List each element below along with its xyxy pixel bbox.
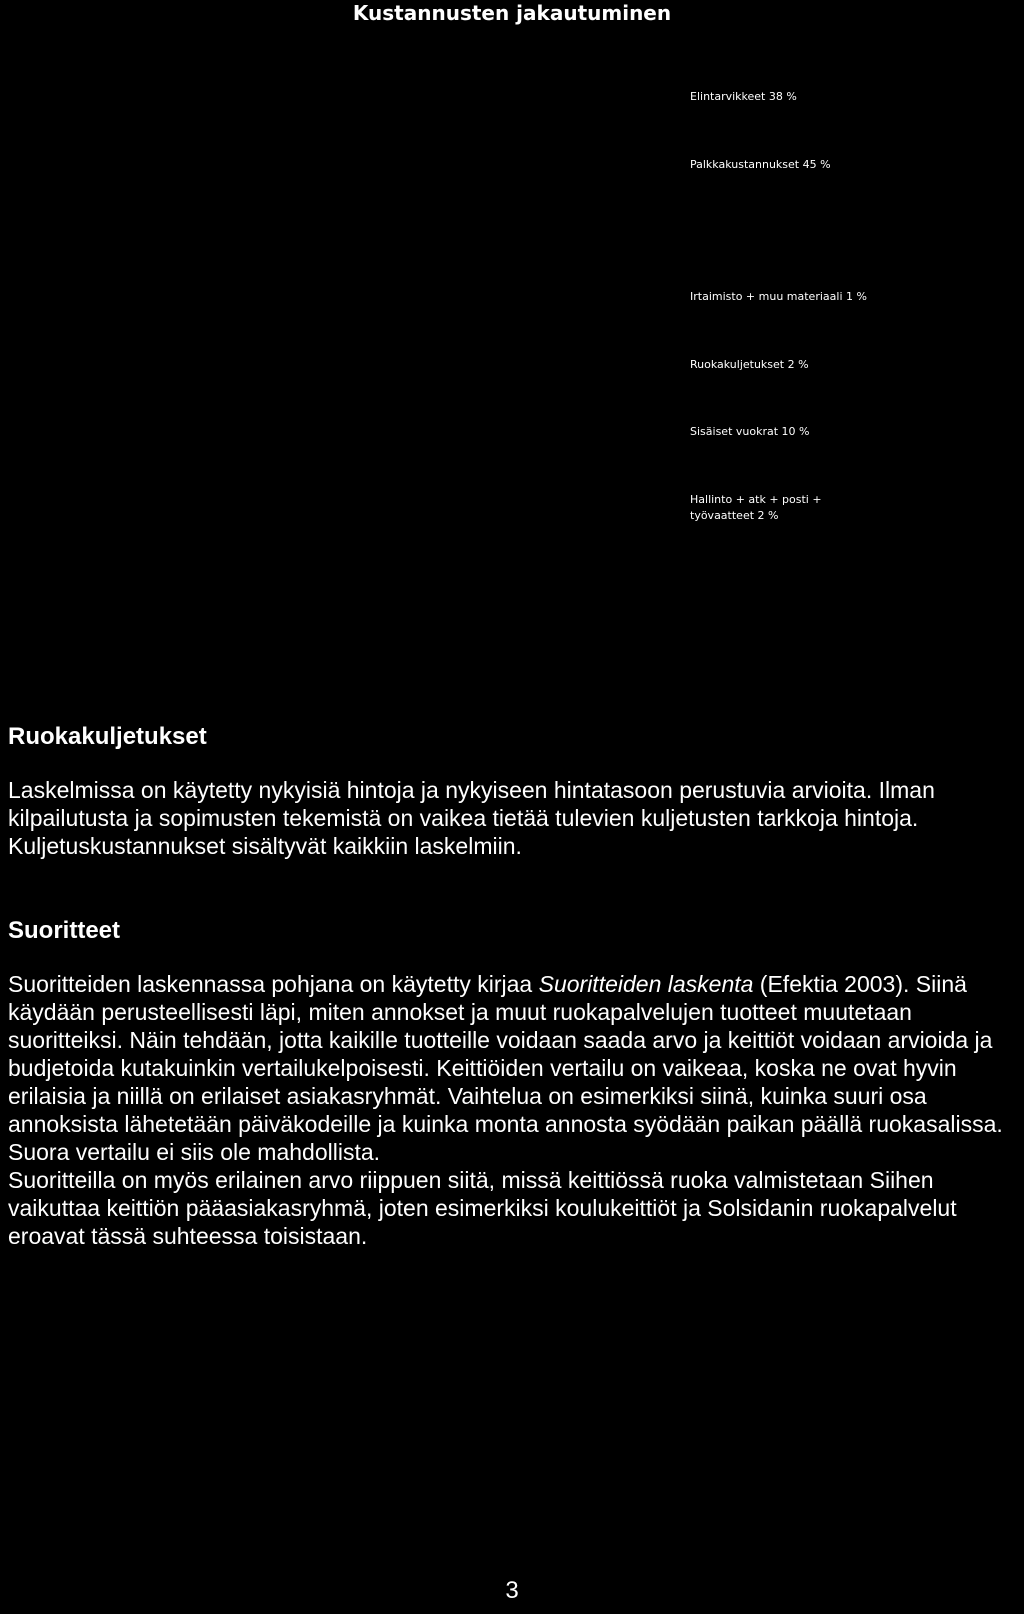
document-body — [8, 722, 1018, 1250]
section-heading-ruokakuljetukset: Ruokakuljetukset — [8, 723, 207, 750]
page-number: 3 — [505, 1577, 519, 1604]
chart-title: Kustannusten jakautuminen — [352, 1, 672, 25]
chart-legend — [690, 0, 1010, 560]
paragraph-text: (Efektia 2003). Siinä käydään perusteellisesti läpi, miten annokset ja muut ruokapalvelujen tuotteet muutetaan suoritteiksi. Näin tehdään, jotta kaikille tuotteille voidaan saada arvo ja keittiöt voidaan arvioida ja budjetoida kutakuinkin vertailukelpoisesti. Keittiöiden vertailu on vaikeaa, koska ne ovat hyvin erilaisia ja niillä on erilaiset asiakasryhmät. Vaihtelua on esimerkiksi siinä, kuinka suuri osa annoksista lähetetään päiväkodeille ja kuinka monta annosta syödään paikan päällä ruokasalissa. Suora vertailu ei siis ole mahdollista. — [8, 971, 1003, 1165]
paragraph-ruokakuljetukset: Laskelmissa on käytetty nykyisiä hintoja ja nykyiseen hintatasoon perustuvia arvioita. Ilman kilpailutusta ja sopimusten tekemistä on vaikea tietää tulevien kuljetusten tarkkoja hintoja. Kuljetuskustannukset sisältyvät kaikkiin laskelmiin. — [8, 777, 935, 859]
legend-item-hallinto: Hallinto + atk + posti + työvaatteet 2 % — [690, 493, 822, 522]
section-heading-suoritteet: Suoritteet — [8, 917, 121, 944]
book-title: Suoritteiden laskenta — [538, 971, 754, 997]
legend-item-sisaiset-vuokrat: Sisäiset vuokrat 10 % — [690, 425, 810, 438]
legend-item-irtaimisto: Irtaimisto + muu materiaali 1 % — [690, 290, 867, 303]
legend-item-elintarvikkeet: Elintarvikkeet 38 % — [690, 90, 797, 103]
paragraph-suoritteet-2: Suoritteilla on myös erilainen arvo riippuen siitä, missä keittiössä ruoka valmistetaan Siihen vaikuttaa keittiön pääasiakasryhmä, joten esimerkiksi koulukeittiöt ja Solsidanin ruokapalvelut eroavat tässä suhteessa toisistaan. — [8, 1167, 957, 1249]
paragraph-text: Suoritteiden laskennassa pohjana on käytetty kirjaa — [8, 971, 539, 997]
legend-item-ruokakuljetukset: Ruokakuljetukset 2 % — [690, 358, 809, 371]
paragraph-suoritteet-1 — [8, 970, 1018, 1166]
legend-item-palkkakustannukset: Palkkakustannukset 45 % — [690, 158, 831, 171]
